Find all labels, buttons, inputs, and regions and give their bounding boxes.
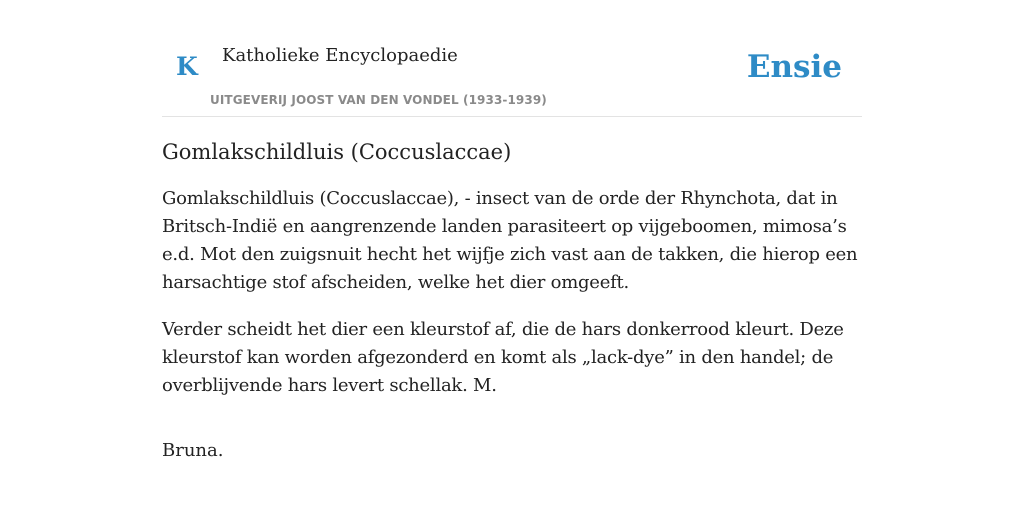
article-title: Gomlakschildluis (Coccuslaccae): [162, 140, 512, 164]
article-paragraph-2: Verder scheidt het dier een kleurstof af, die de hars donkerrood kleurt. Deze kleurstof kan worden afgezonderd en komt als „lack-dye” in den handel; de overblijvende hars levert schellak. M.: [162, 319, 844, 397]
article-paragraph-1: Gomlakschildluis (Coccuslaccae), - insect van de orde der Rhynchota, dat in Britsch-Indië en aangrenzende landen parasiteert op vijgeboomen, mimosa’s e.d. Mot den zuigsnuit hecht het wijfje zich vast aan de takken, die hierop een harsachtige stof afscheiden, welke het dier omgeeft.: [162, 188, 858, 294]
ensie-brand-logo[interactable]: Ensie: [746, 49, 842, 85]
publisher-subtitle: UITGEVERIJ JOOST VAN DEN VONDEL (1933-1939): [210, 93, 547, 107]
article-author: Bruna.: [162, 440, 224, 462]
article: [162, 138, 862, 465]
site-header: [162, 0, 862, 117]
publication-title[interactable]: Katholieke Encyclopaedie: [222, 45, 458, 66]
encyclopedia-logo[interactable]: K: [176, 52, 198, 81]
